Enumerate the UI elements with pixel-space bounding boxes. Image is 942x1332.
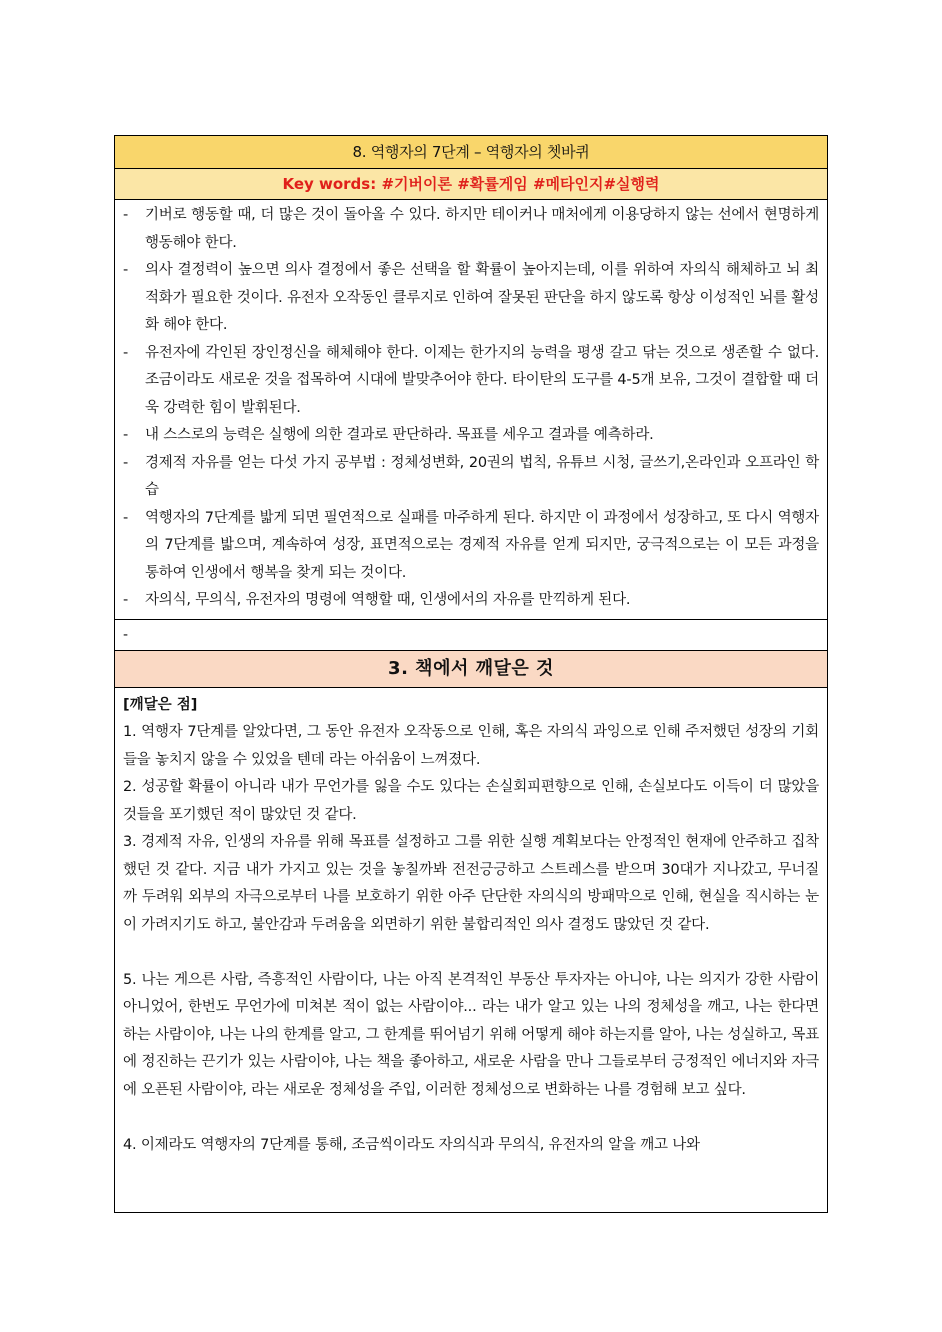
bullet-dash: - [123, 207, 129, 223]
bullet-text: 유전자에 각인된 장인정신을 해체해야 한다. 이제는 한가지의 능력을 평생 갈고 닦는 것으로 생존할 수 없다. 조금이라도 새로운 것을 접목하여 시대에 발맞추어야 한다. 타이탄의 도구를 4-5개 보유, 그것이 결합할 때 더욱 강력한 힘이 발휘된다. [145, 344, 819, 416]
bullet-text: 자의식, 무의식, 유전자의 명령에 역행할 때, 인생에서의 자유를 만끽하게 된다. [145, 592, 631, 608]
bullet-item [123, 587, 819, 615]
bullet-item [123, 450, 819, 505]
paragraph-4: 4. 이제라도 역행자의 7단계를 통해, 조금씩이라도 자의식과 무의식, 유전자의 알을 깨고 나와 [123, 1136, 700, 1153]
bullet-dash: - [123, 344, 129, 361]
bullet-list [115, 200, 827, 619]
paragraph-1: 1. 역행자 7단계를 알았다면, 그 동안 유전자 오작동으로 인해, 혹은 자의식 과잉으로 인해 주저했던 성장의 기회들을 놓치지 않을 수 있었을 텐데 라는 아쉬움이 느껴졌다. [123, 724, 819, 768]
paragraph-gap [123, 1104, 819, 1132]
paragraph-3: 3. 경제적 자유, 인생의 자유를 위해 목표를 설정하고 그를 위한 실행 계획보다는 안정적인 현재에 안주하고 집착했던 것 같다. 지금 내가 가지고 있는 것을 놓칠까봐 전전긍긍하고 스트레스를 받으며 30대가 지나갔고, 무너질까 두려워 외부의 자극으로부터 나를 보호하기 위한 아주 단단한 자의식의 방패막으로 인해, 현실을 직시하는 눈이 가려지기도 하고, 불안감과 두려움을 외면하기 위한 불합리적인 의사 결정도 많았던 것 같다. [123, 834, 819, 933]
bullet-text: 의사 결정력이 높으면 의사 결정에서 좋은 선택을 할 확률이 높아지는데, 이를 위하여 자의식 해체하고 뇌 최적화가 필요한 것이다. 유전자 오작동인 클루지로 인하여 잘못된 판단을 하지 않도록 항상 이성적인 뇌를 활성화 해야 한다. [145, 262, 819, 333]
paragraph-gap [123, 939, 819, 967]
paragraph-5: 5. 나는 게으른 사람, 즉흥적인 사람이다, 나는 아직 본격적인 부동산 투자자는 아니야, 나는 의지가 강한 사람이 아니었어, 한번도 무언가에 미쳐본 적이 없는 사람이야... 라는 내가 알고 있는 나의 정체성을 깨고, 나는 한다면 하는 사람이야, 나는 나의 한계를 알고, 그 한계를 뛰어넘기 위해 어떻게 해야 하는지를 알아, 나는 성실하고, 목표에 정진하는 끈기가 있는 사람이야, 나는 책을 좋아하고, 새로운 사람을 만나 그들로부터 긍정적인 에너지와 자극에 오픈된 사람이야, 라는 새로운 정체성을 주입, 이러한 정체성으로 변화하는 나를 경험해 보고 싶다. [123, 971, 819, 1098]
bullet-text: 경제적 자유를 얻는 다섯 가지 공부법 : 정체성변화, 20권의 법칙, 유튜브 시청, 글쓰기,온라인과 오프라인 학습 [145, 454, 819, 498]
document-page [114, 135, 828, 1213]
section3-body [115, 687, 828, 1212]
bullet-item [123, 340, 819, 423]
empty-row: - [115, 619, 828, 650]
bullet-dash: - [123, 509, 129, 526]
bullet-dash: - [123, 262, 129, 278]
section8-title: 8. 역행자의 7단계 – 역행자의 쳇바퀴 [115, 136, 828, 169]
bullet-item [123, 257, 819, 340]
bullet-text: 내 스스로의 능력은 실행에 의한 결과로 판단하라. 목표를 세우고 결과를 예측하라. [145, 427, 654, 443]
bullet-text: 역행자의 7단계를 밟게 되면 필연적으로 실패를 마주하게 된다. 하지만 이 과정에서 성장하고, 또 다시 역행자의 7단계를 밟으며, 계속하여 성장, 표면적으로는 경제적 자유를 얻게 되지만, 궁극적으로는 이 모든 과정을 통하여 인생에서 행복을 찾게 되는 것이다. [145, 509, 819, 581]
bullet-item [123, 422, 819, 450]
bullet-dash: - [123, 427, 129, 443]
summary-table [114, 135, 828, 1213]
paragraph-2: 2. 성공할 확률이 아니라 내가 무언가를 잃을 수도 있다는 손실회피편향으로 인해, 손실보다도 이득이 더 많았을 것들을 포기했던 적이 많았던 것 같다. [123, 779, 819, 823]
section3-title: 3. 책에서 깨달은 것 [115, 650, 828, 687]
section8-body [115, 200, 828, 620]
bullet-item [123, 202, 819, 257]
bullet-item [123, 505, 819, 588]
keywords-line: Key words: #기버이론 #확률게임 #메타인지#실행력 [115, 169, 828, 200]
section3-label: [깨달은 점] [123, 696, 198, 713]
bullet-dash: - [123, 592, 129, 608]
bullet-text: 기버로 행동할 때, 더 많은 것이 돌아올 수 있다. 하지만 테이커나 매처에게 이용당하지 않는 선에서 현명하게 행동해야 한다. [145, 207, 819, 251]
bullet-dash: - [123, 454, 129, 471]
